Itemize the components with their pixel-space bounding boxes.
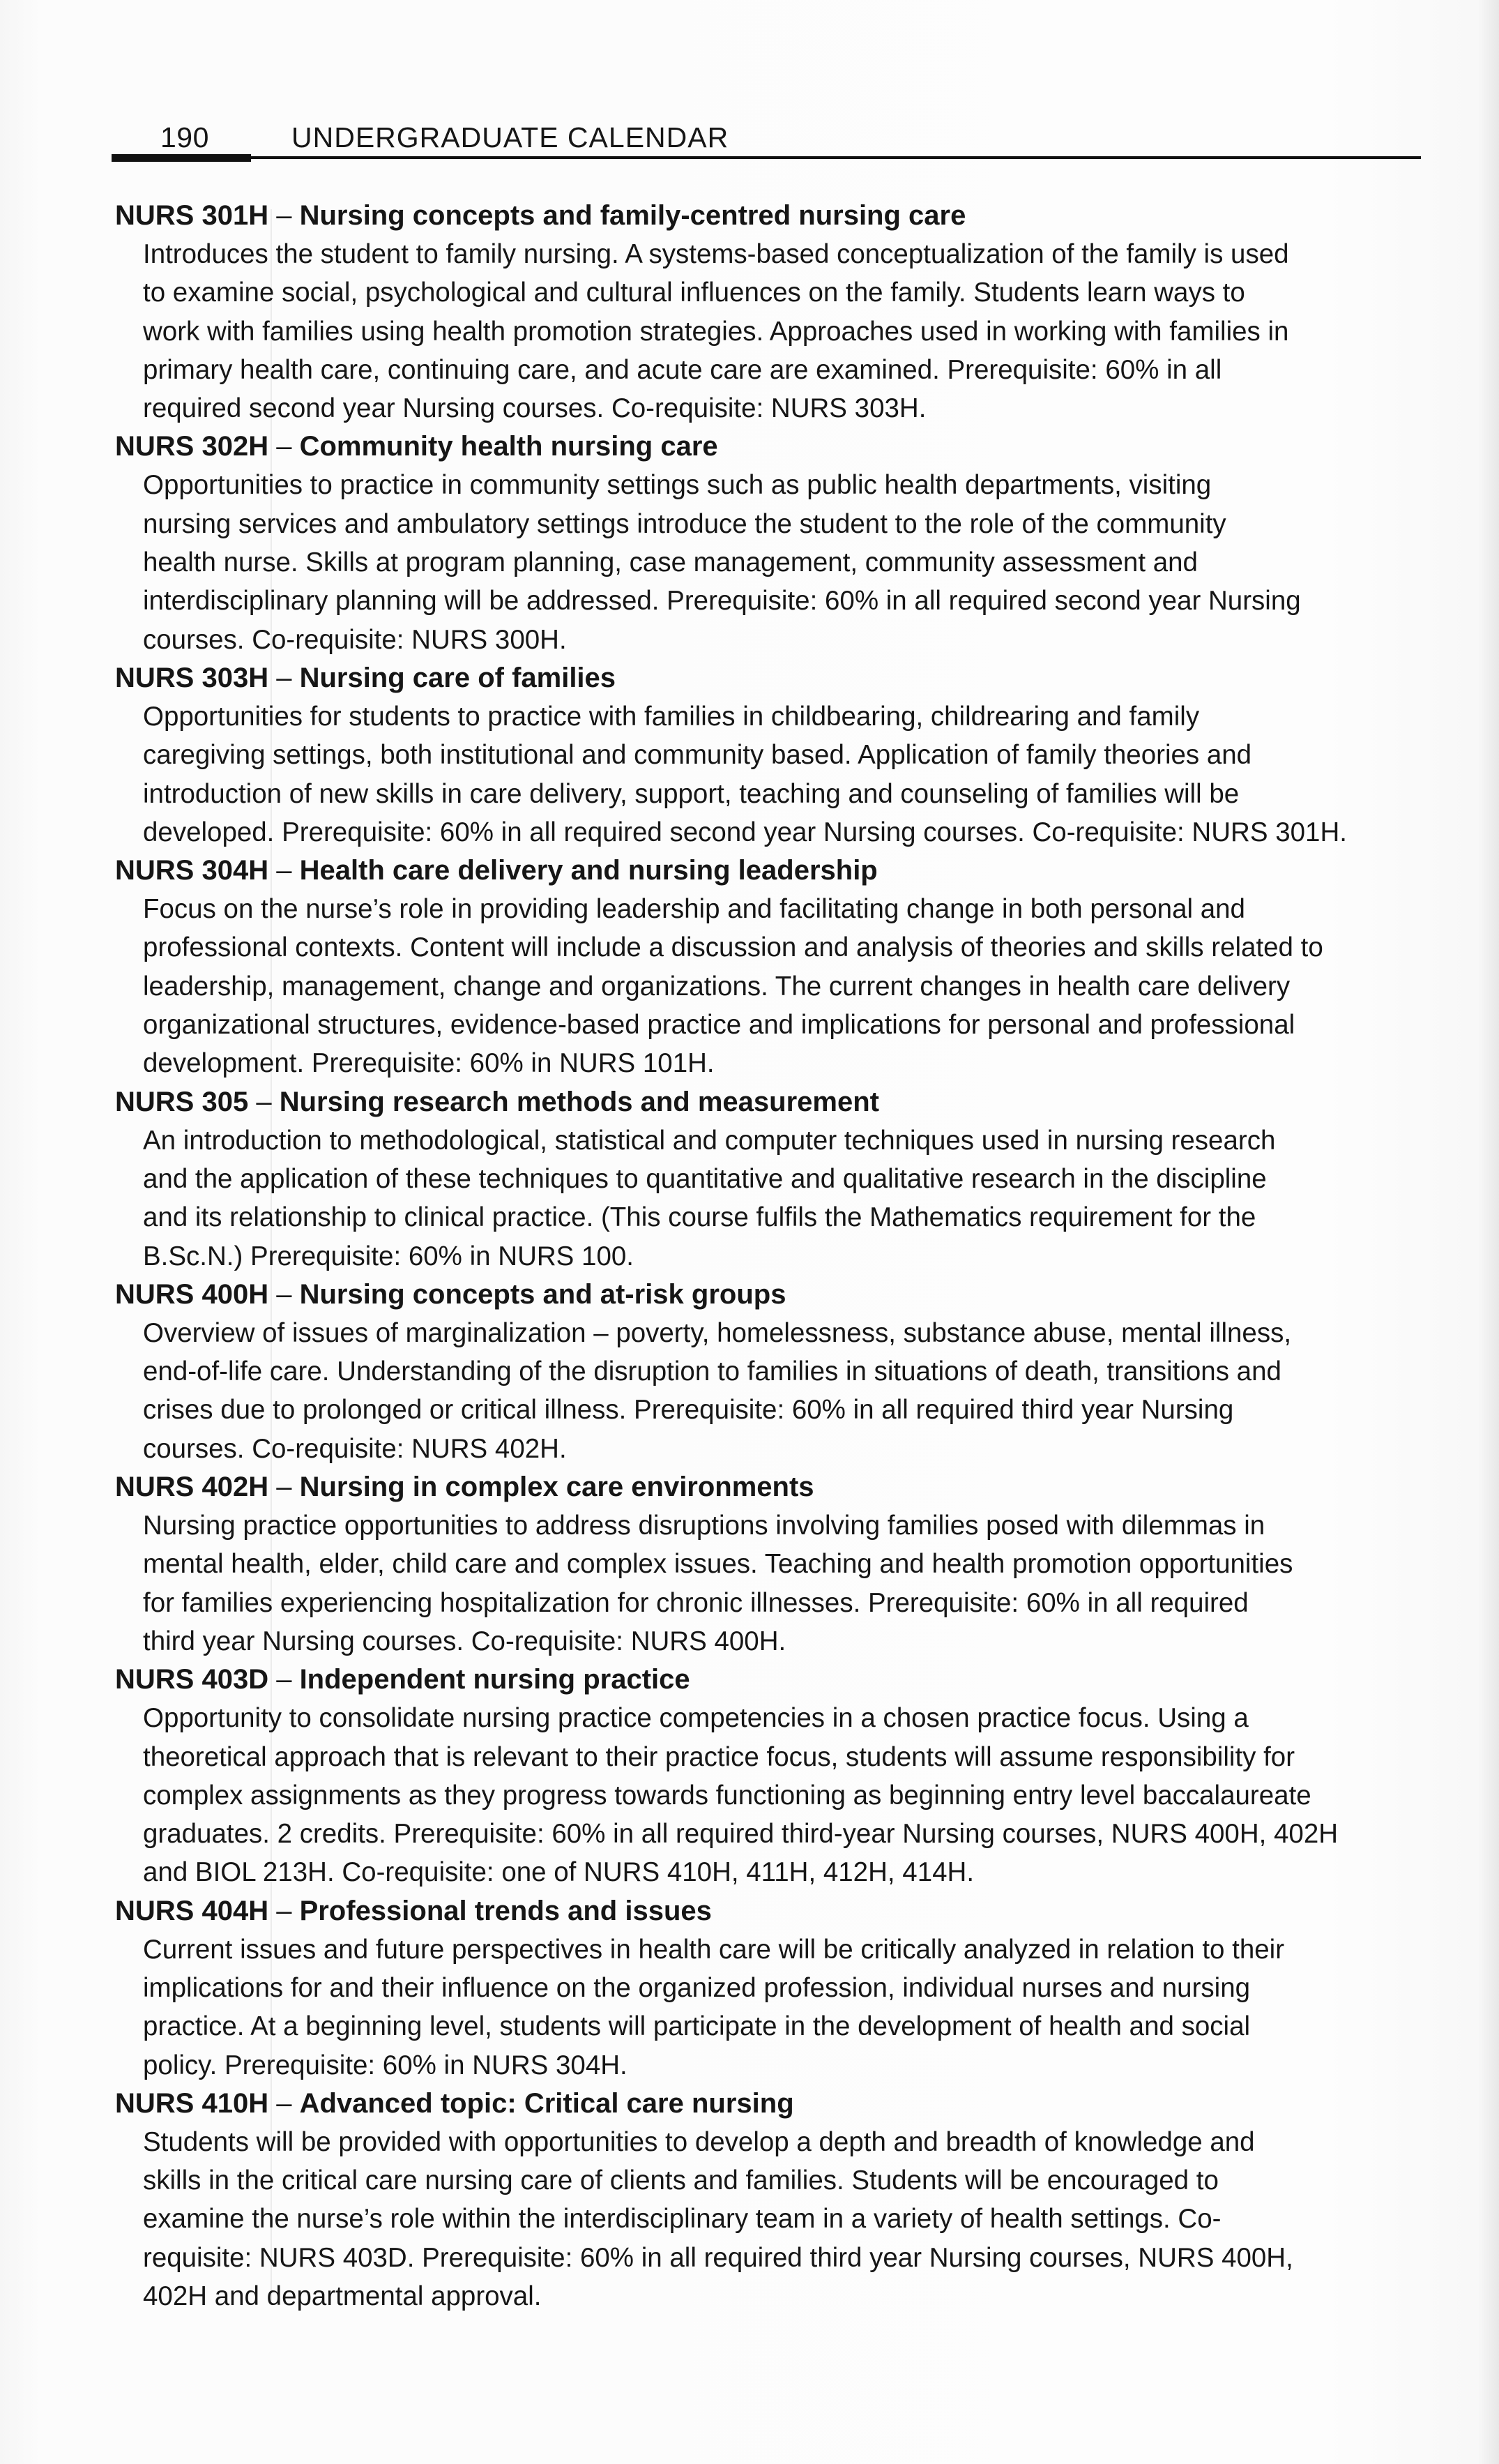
- course-description: [143, 235, 1440, 428]
- description-line: requisite: NURS 403D. Prerequisite: 60% in all required third year Nursing courses, NURS 400H,: [143, 2242, 1293, 2273]
- course-entry: [115, 1083, 1440, 1276]
- course-entry: [115, 852, 1440, 1082]
- course-heading: [115, 1468, 1440, 1506]
- course-code: NURS 400H: [115, 1278, 269, 1310]
- course-code: NURS 404H: [115, 1895, 269, 1926]
- description-line: courses. Co-requisite: NURS 402H.: [143, 1433, 567, 1464]
- course-code: NURS 301H: [115, 200, 269, 231]
- course-heading: [115, 197, 1440, 235]
- description-line: and BIOL 213H. Co-requisite: one of NURS 410H, 411H, 412H, 414H.: [143, 1857, 975, 1888]
- description-line: B.Sc.N.) Prerequisite: 60% in NURS 100.: [143, 1241, 634, 1271]
- course-title-separator: –: [268, 431, 300, 462]
- description-line: Nursing practice opportunities to address disruptions involving families posed with dilemmas in: [143, 1511, 1265, 1541]
- course-title: Advanced topic: Critical care nursing: [299, 2087, 794, 2119]
- course-code: NURS 402H: [115, 1472, 269, 1503]
- description-line: third year Nursing courses. Co-requisite: NURS 400H.: [143, 1626, 786, 1656]
- description-line: end-of-life care. Understanding of the disruption to families in situations of death, transitions and: [143, 1356, 1281, 1387]
- description-line: graduates. 2 credits. Prerequisite: 60% in all required third-year Nursing courses, NURS 400H, 402H: [143, 1819, 1339, 1850]
- description-line: 402H and departmental approval.: [143, 2281, 542, 2312]
- course-title-separator: –: [268, 1664, 300, 1695]
- description-line: for families experiencing hospitalization for chronic illnesses. Prerequisite: 60% in all required: [143, 1587, 1249, 1618]
- course-title-separator: –: [268, 1895, 300, 1926]
- description-line: leadership, management, change and organizations. The current changes in health care delivery: [143, 971, 1291, 1002]
- course-description: [143, 1121, 1440, 1276]
- description-line: development. Prerequisite: 60% in NURS 101H.: [143, 1048, 715, 1079]
- course-heading: [115, 428, 1440, 466]
- description-line: courses. Co-requisite: NURS 300H.: [143, 624, 567, 655]
- course-title: Nursing research methods and measurement: [279, 1086, 879, 1117]
- description-line: Introduces the student to family nursing. A systems-based conceptualization of the family is used: [143, 239, 1289, 269]
- course-title: Professional trends and issues: [299, 1895, 712, 1926]
- course-title: Nursing concepts and at-risk groups: [299, 1278, 786, 1310]
- course-title: Health care delivery and nursing leadership: [299, 855, 878, 886]
- description-line: primary health care, continuing care, and acute care are examined. Prerequisite: 60% in all: [143, 354, 1222, 385]
- description-line: to examine social, psychological and cultural influences on the family. Students learn ways to: [143, 278, 1245, 308]
- course-entry: [115, 1661, 1440, 1891]
- description-line: An introduction to methodological, statistical and computer techniques used in nursing research: [143, 1125, 1276, 1156]
- course-code: NURS 403D: [115, 1664, 269, 1695]
- course-title-separator: –: [268, 2087, 300, 2119]
- course-title-separator: –: [268, 1472, 300, 1503]
- description-line: examine the nurse’s role within the interdisciplinary team in a variety of health settings. Co-: [143, 2204, 1222, 2235]
- course-heading: [115, 1661, 1440, 1699]
- course-title-separator: –: [268, 855, 300, 886]
- course-code: NURS 303H: [115, 662, 269, 693]
- description-line: policy. Prerequisite: 60% in NURS 304H.: [143, 2050, 627, 2080]
- description-line: practice. At a beginning level, students will participate in the development of health and social: [143, 2011, 1251, 2042]
- course-entry: [115, 197, 1440, 428]
- description-line: crises due to prolonged or critical illness. Prerequisite: 60% in all required third year Nursing: [143, 1395, 1234, 1426]
- description-line: required second year Nursing courses. Co-requisite: NURS 303H.: [143, 393, 927, 424]
- course-description: [143, 1699, 1440, 1891]
- description-line: Focus on the nurse’s role in providing leadership and facilitating change in both personal and: [143, 894, 1245, 925]
- course-entry: [115, 1276, 1440, 1468]
- description-line: skills in the critical care nursing care of clients and families. Students will be encouraged to: [143, 2166, 1219, 2196]
- course-description: [143, 890, 1440, 1082]
- description-line: Opportunities for students to practice with families in childbearing, childrearing and family: [143, 701, 1200, 732]
- course-code: NURS 410H: [115, 2087, 269, 2119]
- description-line: interdisciplinary planning will be addressed. Prerequisite: 60% in all required second year Nursing: [143, 586, 1301, 617]
- course-description: [143, 1930, 1440, 2085]
- description-line: developed. Prerequisite: 60% in all required second year Nursing courses. Co-requisite: NURS 301H.: [143, 817, 1347, 847]
- course-code: NURS 302H: [115, 431, 269, 462]
- description-line: mental health, elder, child care and complex issues. Teaching and health promotion opportunities: [143, 1549, 1293, 1580]
- course-title-separator: –: [268, 1278, 300, 1310]
- description-line: Overview of issues of marginalization – poverty, homelessness, substance abuse, mental illness,: [143, 1317, 1292, 1348]
- description-line: Opportunity to consolidate nursing practice competencies in a chosen practice focus. Using a: [143, 1703, 1249, 1734]
- course-heading: [115, 659, 1440, 697]
- description-line: introduction of new skills in care delivery, support, teaching and counseling of families will be: [143, 778, 1240, 809]
- course-title-separator: –: [268, 200, 300, 231]
- description-line: health nurse. Skills at program planning, case management, community assessment and: [143, 547, 1198, 578]
- description-line: theoretical approach that is relevant to their practice focus, students will assume responsibility for: [143, 1741, 1295, 1772]
- course-code: NURS 305: [115, 1086, 249, 1117]
- description-line: complex assignments as they progress towards functioning as beginning entry level baccalaureate: [143, 1780, 1311, 1811]
- course-title: Nursing concepts and family-centred nursing care: [299, 200, 966, 231]
- course-code: NURS 304H: [115, 855, 269, 886]
- course-entry: [115, 2085, 1440, 2315]
- description-line: nursing services and ambulatory settings introduce the student to the role of the community: [143, 508, 1226, 539]
- course-title: Independent nursing practice: [299, 1664, 690, 1695]
- course-heading: [115, 1892, 1440, 1930]
- course-list: [115, 197, 1440, 2315]
- description-line: Students will be provided with opportunities to develop a depth and breadth of knowledge and: [143, 2126, 1255, 2157]
- header-rule: [112, 156, 1421, 159]
- page-number: 190: [160, 121, 209, 153]
- description-line: work with families using health promotion strategies. Approaches used in working with families in: [143, 316, 1289, 347]
- description-line: and its relationship to clinical practice. (This course fulfils the Mathematics requirement for the: [143, 1202, 1256, 1233]
- running-title: UNDERGRADUATE CALENDAR: [291, 121, 729, 153]
- course-description: [143, 1314, 1440, 1468]
- course-entry: [115, 1468, 1440, 1661]
- course-entry: [115, 428, 1440, 658]
- course-description: [143, 697, 1440, 852]
- description-line: and the application of these techniques to quantitative and qualitative research in the discipline: [143, 1163, 1267, 1194]
- course-entry: [115, 1892, 1440, 2085]
- description-line: caregiving settings, both institutional and community based. Application of family theories and: [143, 740, 1252, 771]
- course-title: Nursing care of families: [299, 662, 616, 693]
- description-line: organizational structures, evidence-based practice and implications for personal and professional: [143, 1010, 1295, 1041]
- description-line: Opportunities to practice in community settings such as public health departments, visiting: [143, 470, 1212, 501]
- description-line: implications for and their influence on the organized profession, individual nurses and nursing: [143, 1972, 1251, 2003]
- course-title: Community health nursing care: [299, 431, 718, 462]
- course-heading: [115, 2085, 1440, 2123]
- course-heading: [115, 1276, 1440, 1314]
- course-title-separator: –: [268, 662, 300, 693]
- course-description: [143, 466, 1440, 658]
- description-line: professional contexts. Content will include a discussion and analysis of theories and skills related to: [143, 932, 1323, 963]
- course-title: Nursing in complex care environments: [299, 1472, 814, 1503]
- course-heading: [115, 852, 1440, 890]
- course-description: [143, 1506, 1440, 1661]
- course-heading: [115, 1083, 1440, 1121]
- course-title-separator: –: [248, 1086, 280, 1117]
- description-line: Current issues and future perspectives in health care will be critically analyzed in relation to their: [143, 1934, 1285, 1965]
- course-entry: [115, 659, 1440, 852]
- page-header: [112, 114, 1421, 163]
- course-description: [143, 2123, 1440, 2315]
